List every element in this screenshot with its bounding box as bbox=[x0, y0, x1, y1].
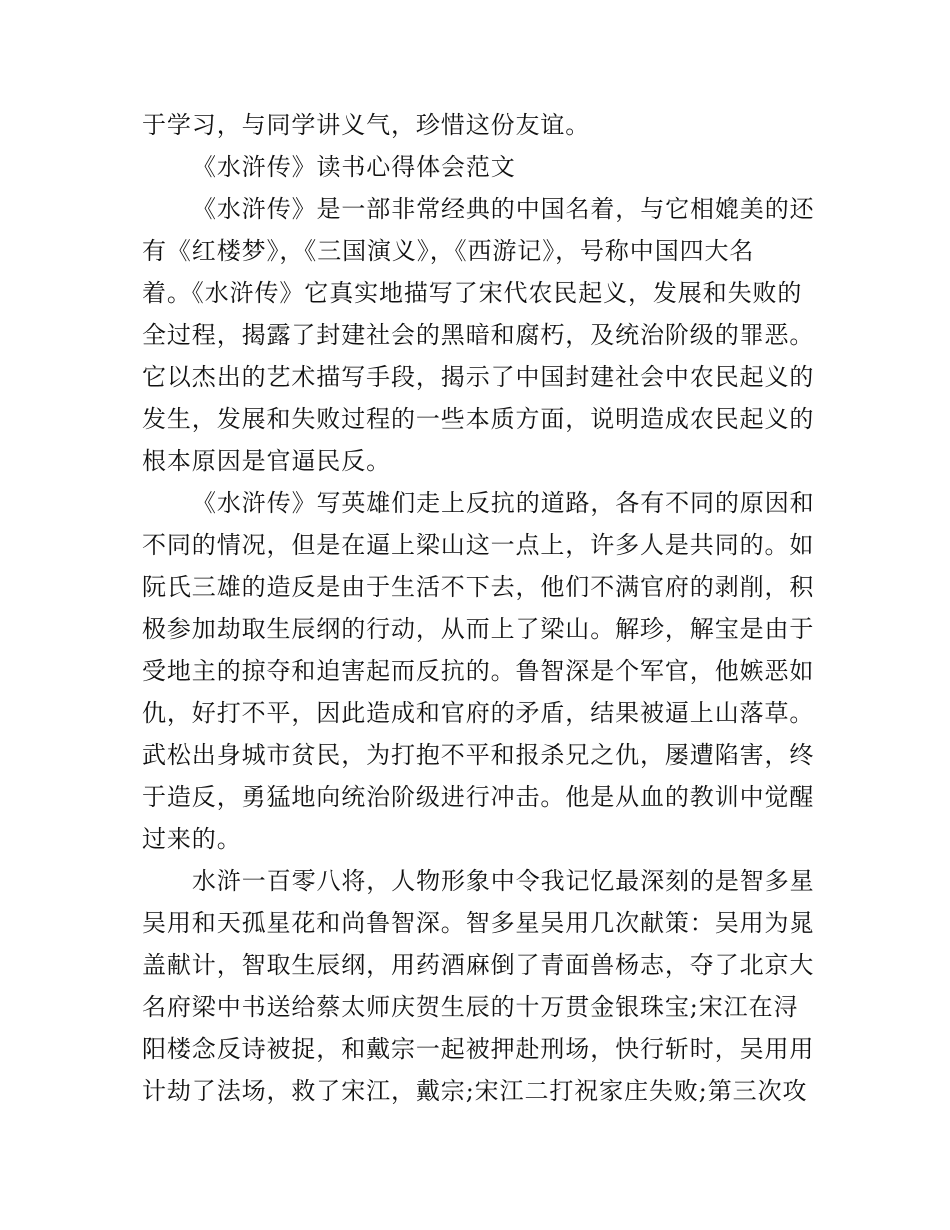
section-heading: 《水浒传》读书心得体会范文 bbox=[192, 153, 516, 181]
text-line: 阳楼念反诗被捉，和戴宗一起被押赴刑场，快行斩时，吴用用 bbox=[142, 1035, 814, 1063]
text-line: 过来的。 bbox=[142, 825, 242, 853]
text-line: 水浒一百零八将，人物形象中令我记忆最深刻的是智多星 bbox=[192, 867, 814, 895]
text-line: 发生，发展和失败过程的一些本质方面，说明造成农民起义的 bbox=[142, 405, 814, 433]
text-line: 《水浒传》是一部非常经典的中国名着，与它相媲美的还 bbox=[192, 195, 814, 223]
text-line: 盖献计，智取生辰纲，用药酒麻倒了青面兽杨志，夺了北京大 bbox=[142, 951, 814, 979]
text-line: 吴用和天孤星花和尚鲁智深。智多星吴用几次献策：吴用为晁 bbox=[142, 909, 814, 937]
text-line: 有《红楼梦》，《三国演义》，《西游记》，号称中国四大名 bbox=[142, 237, 755, 265]
text-line: 它以杰出的艺术描写手段，揭示了中国封建社会中农民起义的 bbox=[142, 363, 814, 391]
document-body bbox=[142, 104, 814, 1112]
text-line: 不同的情况，但是在逼上梁山这一点上，许多人是共同的。如 bbox=[142, 531, 814, 559]
text-line: 仇，好打不平，因此造成和官府的矛盾，结果被逼上山落草。 bbox=[142, 699, 814, 727]
text-line: 根本原因是官逼民反。 bbox=[142, 447, 391, 475]
text-line: 受地主的掠夺和迫害起而反抗的。鲁智深是个军官，他嫉恶如 bbox=[142, 657, 814, 685]
text-line: 阮氏三雄的造反是由于生活不下去，他们不满官府的剥削，积 bbox=[142, 573, 814, 601]
text-line: 《水浒传》写英雄们走上反抗的道路，各有不同的原因和 bbox=[192, 489, 814, 517]
text-line: 于学习，与同学讲义气，珍惜这份友谊。 bbox=[142, 111, 591, 139]
text-line: 于造反，勇猛地向统治阶级进行冲击。他是从血的教训中觉醒 bbox=[142, 783, 814, 811]
text-line: 着。《水浒传》它真实地描写了宋代农民起义，发展和失败的 bbox=[142, 279, 803, 307]
text-line: 武松出身城市贫民，为打抱不平和报杀兄之仇，屡遭陷害，终 bbox=[142, 741, 814, 769]
text-line: 计劫了法场，救了宋江，戴宗;宋江二打祝家庄失败;第三次攻 bbox=[142, 1077, 808, 1105]
text-line: 极参加劫取生辰纲的行动，从而上了梁山。解珍，解宝是由于 bbox=[142, 615, 814, 643]
text-line: 全过程，揭露了封建社会的黑暗和腐朽，及统治阶级的罪恶。 bbox=[142, 321, 814, 349]
text-line: 名府梁中书送给蔡太师庆贺生辰的十万贯金银珠宝;宋江在浔 bbox=[142, 993, 799, 1021]
